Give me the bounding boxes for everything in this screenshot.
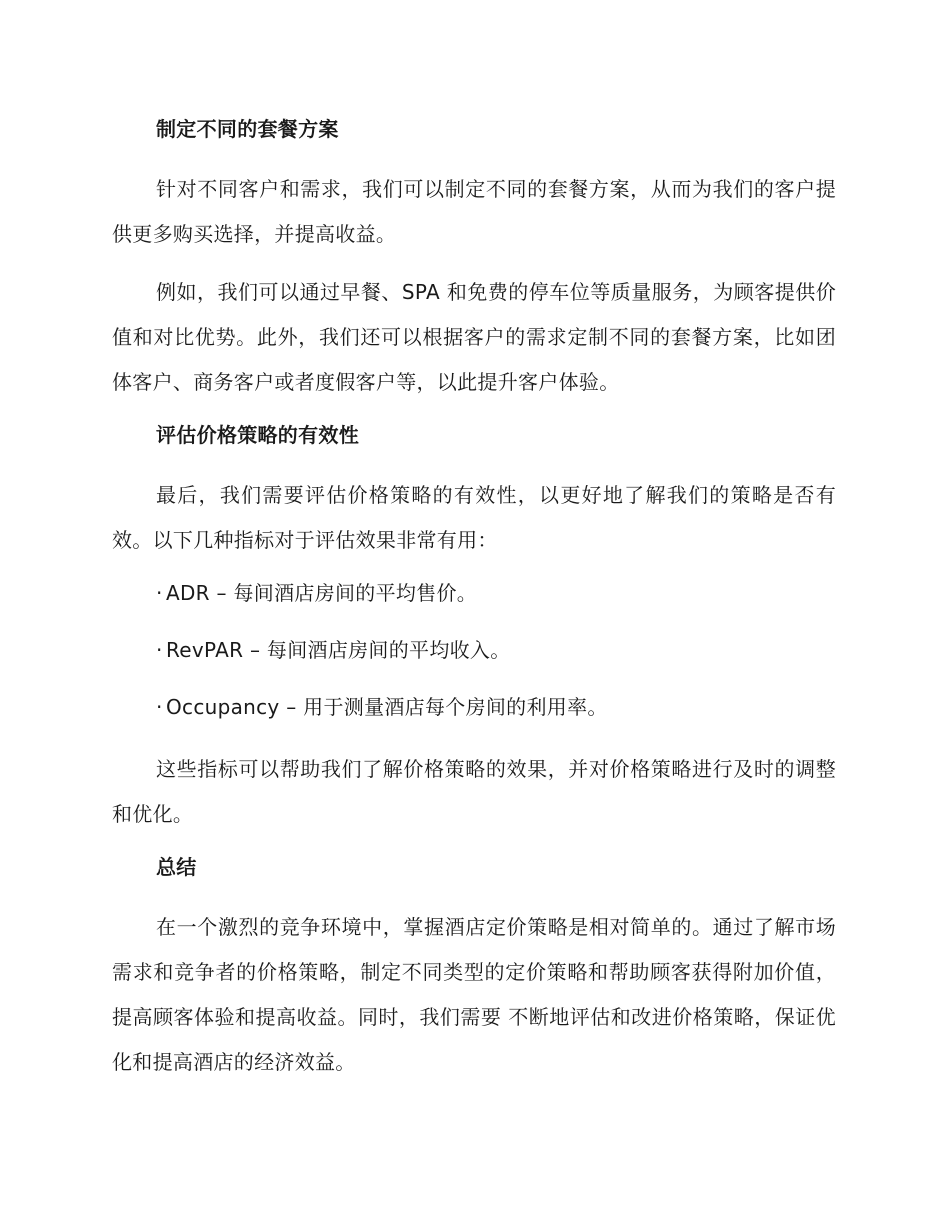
- paragraph-evaluate-intro: 最后，我们需要评估价格策略的有效性，以更好地了解我们的策略是否有效。以下几种指标对于评估效果非常有用：: [112, 483, 836, 552]
- paragraph-packages-example: 例如，我们可以通过早餐、SPA 和免费的停车位等质量服务，为顾客提供价值和对比优势。此外，我们还可以根据客户的需求定制不同的套餐方案，比如团体客户、商务客户或者度假客户等，以此提升客户体验。: [112, 280, 836, 394]
- bullet-text: ADR – 每间酒店房间的平均售价。: [166, 581, 478, 605]
- bullet-item-adr: [112, 576, 836, 610]
- bullet-item-occupancy: [112, 690, 836, 724]
- paragraph-summary: 在一个激烈的竞争环境中，掌握酒店定价策略是相对简单的。通过了解市场需求和竞争者的价格策略，制定不同类型的定价策略和帮助顾客获得附加价值，提高顾客体验和提高收益。同时，我们需要 不断地评估和改进价格策略，保证优化和提高酒店的经济效益。: [112, 915, 836, 1074]
- bullet-item-revpar: [112, 633, 836, 667]
- document-page: [112, 112, 836, 1098]
- paragraph-packages-intro: 针对不同客户和需求，我们可以制定不同的套餐方案，从而为我们的客户提供更多购买选择，并提高收益。: [112, 177, 836, 246]
- section-heading-evaluate: 评估价格策略的有效性: [156, 423, 359, 447]
- section-heading-packages: 制定不同的套餐方案: [156, 117, 339, 141]
- bullet-text: RevPAR – 每间酒店房间的平均收入。: [166, 638, 511, 662]
- bullet-dot-icon: ·: [156, 581, 163, 605]
- bullet-dot-icon: ·: [156, 695, 163, 719]
- section-heading-summary: 总结: [156, 855, 197, 879]
- bullet-dot-icon: ·: [156, 638, 163, 662]
- paragraph-evaluate-closing: 这些指标可以帮助我们了解价格策略的效果，并对价格策略进行及时的调整和优化。: [112, 757, 836, 826]
- bullet-text: Occupancy – 用于测量酒店每个房间的利用率。: [166, 695, 608, 719]
